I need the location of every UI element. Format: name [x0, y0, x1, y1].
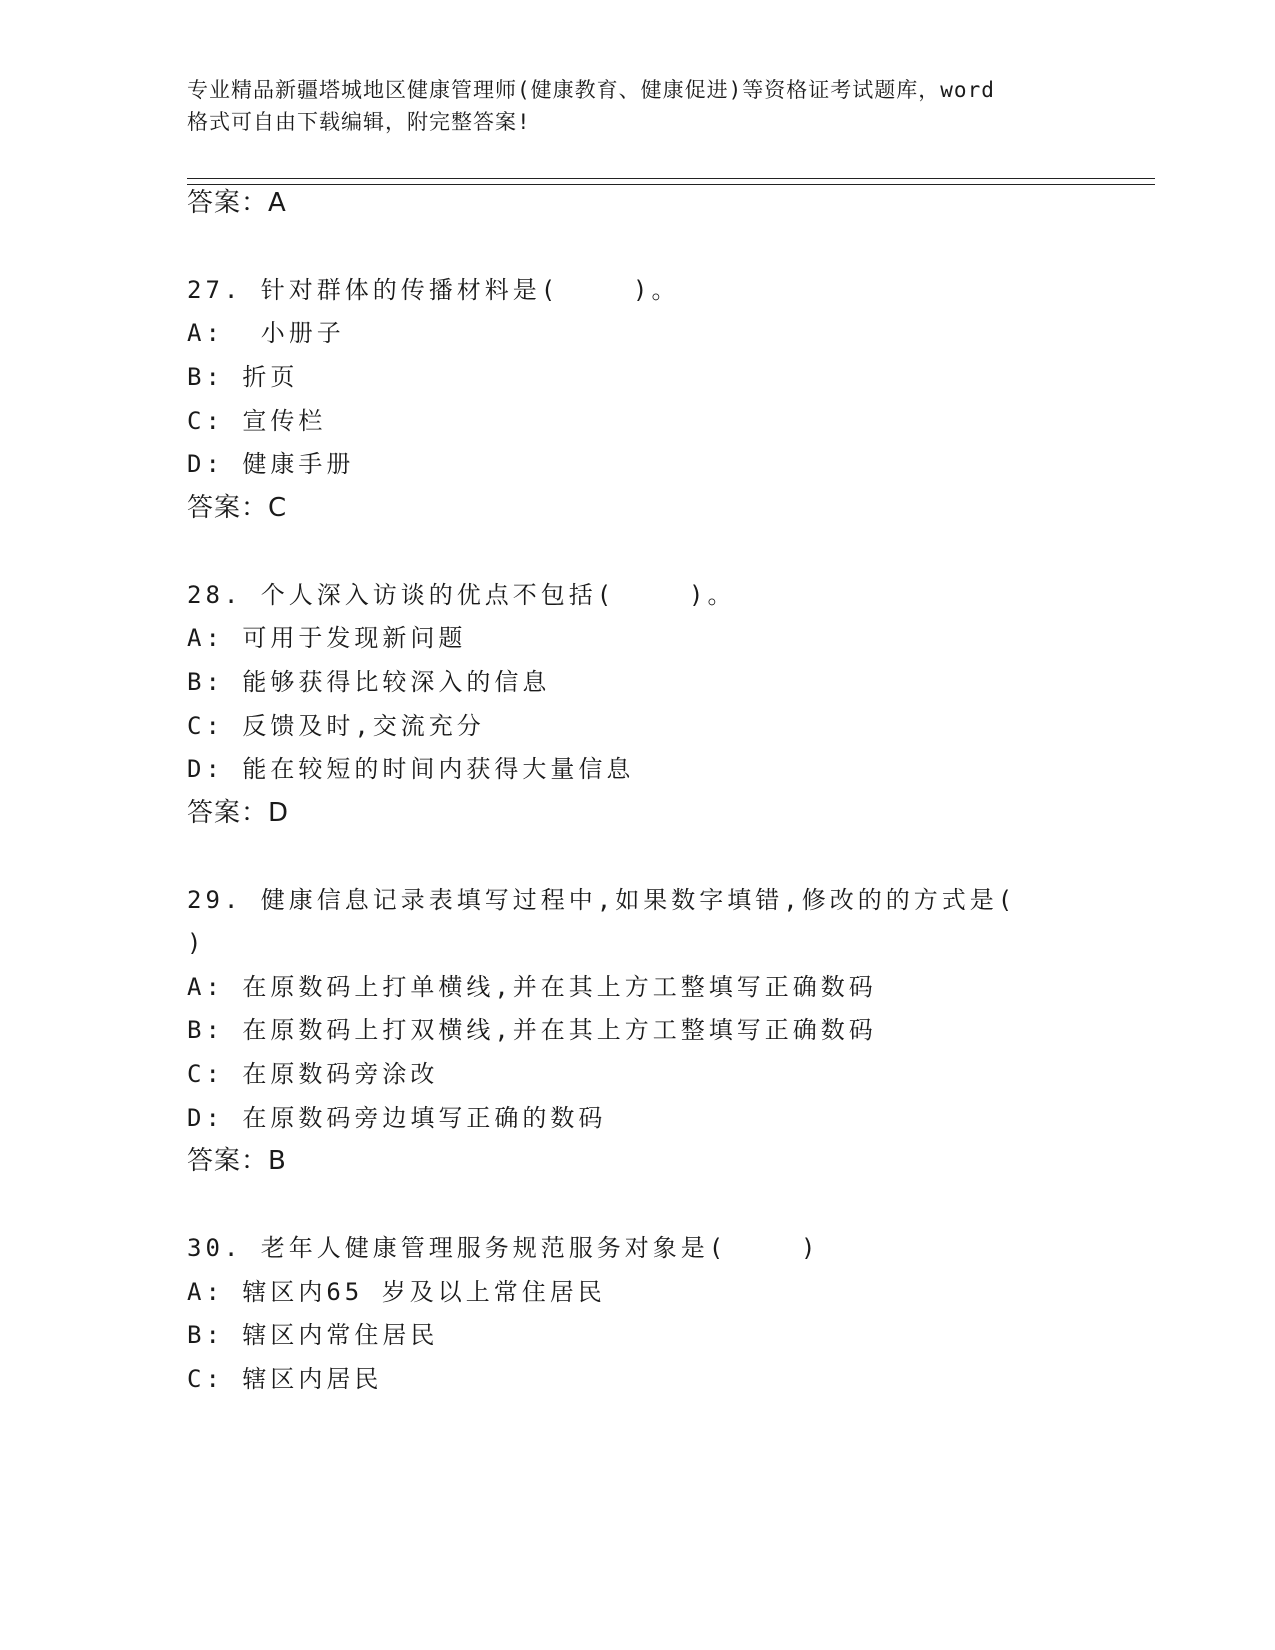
- question-27-option-d: D: 健康手册: [187, 450, 355, 478]
- document-header: [187, 74, 1087, 138]
- question-27-option-a: A: 小册子: [187, 319, 345, 347]
- question-28-option-b: B: 能够获得比较深入的信息: [187, 668, 551, 696]
- answer-26: 答案：A: [187, 188, 287, 218]
- header-line-1: 专业精品新疆塔城地区健康管理师(健康教育、健康促进)等资格证考试题库，word: [187, 78, 995, 102]
- question-29-option-b: B: 在原数码上打双横线,并在其上方工整填写正确数码: [187, 1016, 877, 1044]
- answer-29: 答案：B: [187, 1146, 287, 1176]
- question-29-option-d: D: 在原数码旁边填写正确的数码: [187, 1104, 607, 1132]
- question-30-option-a: A: 辖区内65 岁及以上常住居民: [187, 1278, 606, 1306]
- question-28-option-a: A: 可用于发现新问题: [187, 624, 467, 652]
- question-30-stem: 30. 老年人健康管理服务规范服务对象是( ): [187, 1234, 820, 1262]
- answer-28: 答案：D: [187, 798, 290, 828]
- question-29-option-c: C: 在原数码旁涂改: [187, 1060, 439, 1088]
- question-27-option-c: C: 宣传栏: [187, 407, 327, 435]
- answer-27: 答案：C: [187, 493, 288, 523]
- question-29-option-a: A: 在原数码上打单横线,并在其上方工整填写正确数码: [187, 973, 877, 1001]
- question-28-option-d: D: 能在较短的时间内获得大量信息: [187, 755, 635, 783]
- question-30-option-b: B: 辖区内常住居民: [187, 1321, 439, 1349]
- question-30-option-c: C: 辖区内居民: [187, 1365, 383, 1393]
- question-28-option-c: C: 反馈及时,交流充分: [187, 712, 485, 740]
- question-27-stem: 27. 针对群体的传播材料是( )。: [187, 276, 680, 304]
- question-29-stem-continued: ): [187, 929, 206, 957]
- question-27-option-b: B: 折页: [187, 363, 299, 391]
- header-line-2: 格式可自由下载编辑，附完整答案!: [187, 110, 531, 134]
- question-28-stem: 28. 个人深入访谈的优点不包括( )。: [187, 581, 736, 609]
- header-divider-top: [187, 178, 1155, 179]
- header-divider-bottom: [187, 184, 1155, 185]
- question-29-stem: 29. 健康信息记录表填写过程中,如果数字填错,修改的的方式是(: [187, 886, 1017, 914]
